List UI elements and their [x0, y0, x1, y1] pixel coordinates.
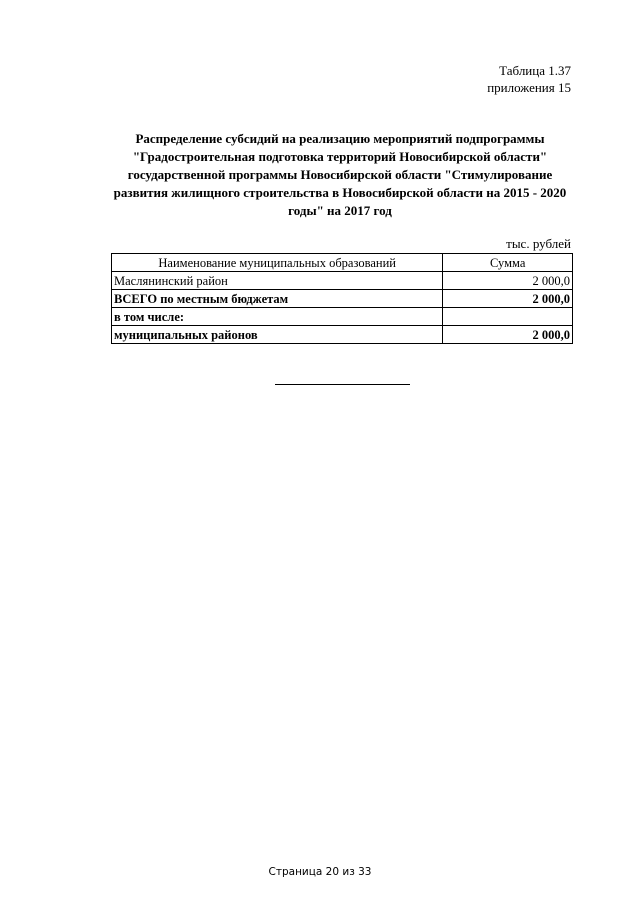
appendix-label: приложения 15 — [487, 80, 571, 95]
column-header-sum: Сумма — [443, 254, 573, 272]
subsidy-table — [111, 253, 573, 344]
table-header-row — [112, 254, 573, 272]
separator-line — [275, 384, 410, 385]
document-title: Распределение субсидий на реализацию мероприятий подпрограммы "Градостроительная подготовка территорий Новосибирской области" государственной программы Новосибирской области "Стимулирование развития жилищного строительства в Новосибирской области на 2015 - 2020 годы" на 2017 год — [113, 131, 567, 218]
row-name-cell: ВСЕГО по местным бюджетам — [112, 290, 443, 308]
row-value-cell — [443, 308, 573, 326]
row-value-cell: 2 000,0 — [443, 290, 573, 308]
table-row — [112, 272, 573, 290]
row-value-cell: 2 000,0 — [443, 272, 573, 290]
table-number: Таблица 1.37 — [499, 63, 571, 78]
row-name-cell: в том числе: — [112, 308, 443, 326]
units-label: тыс. рублей — [506, 236, 571, 251]
table-row-subtotal — [112, 326, 573, 344]
table-row-subheader — [112, 308, 573, 326]
row-value-cell: 2 000,0 — [443, 326, 573, 344]
row-name-cell: Маслянинский район — [112, 272, 443, 290]
column-header-name: Наименование муниципальных образований — [112, 254, 443, 272]
row-name-cell: муниципальных районов — [112, 326, 443, 344]
table-row-total — [112, 290, 573, 308]
table-reference — [487, 62, 571, 96]
page-number: Страница 20 из 33 — [268, 866, 372, 878]
